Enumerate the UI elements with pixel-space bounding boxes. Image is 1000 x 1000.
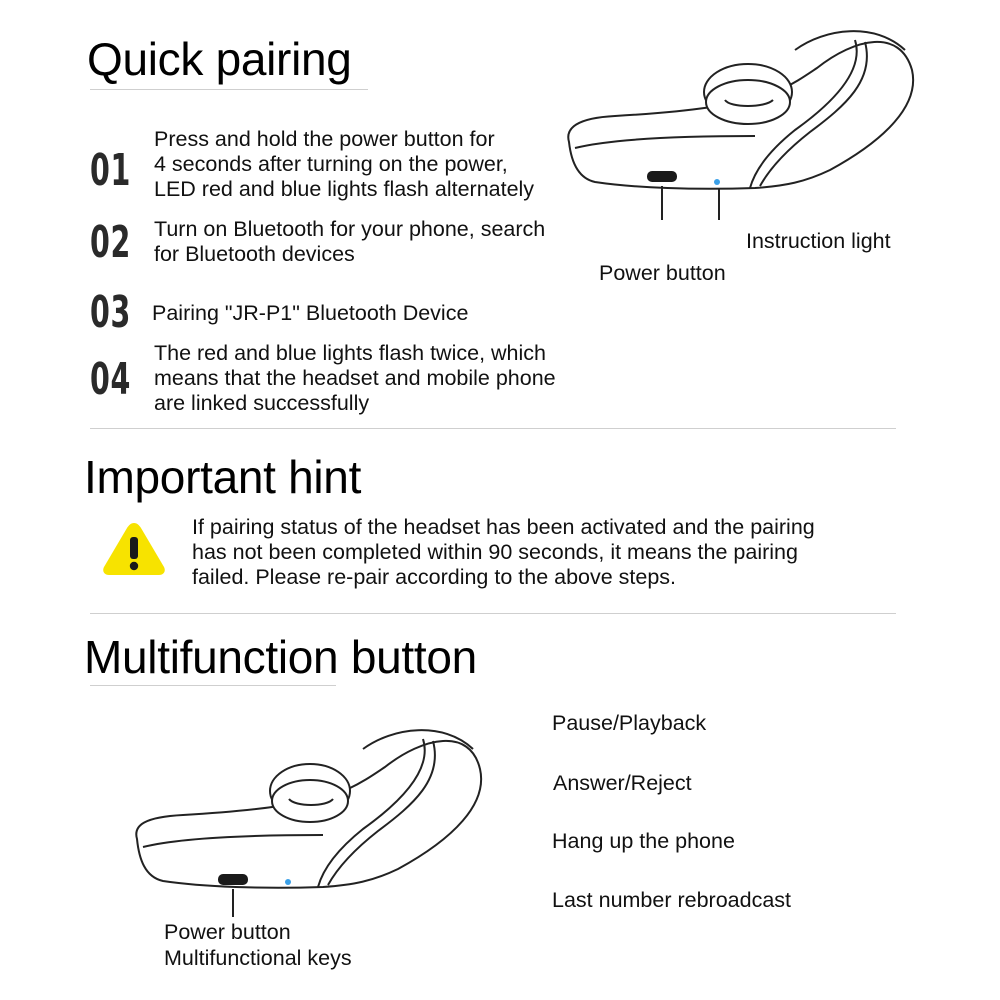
step-text-04: The red and blue lights flash twice, which means that the headset and mobile phone are linked successfully: [154, 341, 556, 415]
step-number-03: 03: [90, 287, 132, 338]
title-underline: [90, 89, 368, 90]
led-indicator-icon: [714, 179, 720, 185]
step-text-02: Turn on Bluetooth for your phone, search for Bluetooth devices: [154, 217, 546, 266]
function-last-number-rebroadcast: Last number rebroadcast: [552, 888, 792, 912]
step-number-02: 02: [90, 217, 132, 268]
function-hang-up: Hang up the phone: [552, 829, 735, 853]
hint-text: If pairing status of the headset has been activated and the pairing has not been completed within 90 seconds, it means the pairing failed. Please re-pair according to the above steps.: [192, 515, 815, 589]
power-button-label: Power button: [599, 261, 726, 285]
multifunction-title: Multifunction button: [84, 631, 477, 683]
instruction-light-label: Instruction light: [746, 229, 891, 253]
step-number-01: 01: [90, 145, 132, 196]
power-button-keys-label: Power button Multifunctional keys: [164, 920, 352, 970]
power-button-icon: [218, 874, 248, 885]
function-pause-playback: Pause/Playback: [552, 711, 707, 735]
step-text-01: Press and hold the power button for 4 seconds after turning on the power, LED red and blue lights flash alternately: [154, 127, 535, 201]
function-answer-reject: Answer/Reject: [553, 771, 692, 795]
headset-diagram-bottom: [125, 705, 495, 920]
title-underline: [90, 685, 336, 686]
step-number-04: 04: [90, 354, 132, 405]
power-button-icon: [647, 171, 677, 182]
section-divider: [90, 613, 896, 614]
warning-triangle-icon: [100, 519, 168, 577]
step-text-03: Pairing "JR-P1" Bluetooth Device: [152, 301, 469, 325]
led-indicator-icon: [285, 879, 291, 885]
important-hint-title: Important hint: [84, 451, 362, 503]
section-divider: [90, 428, 896, 429]
headset-diagram-top: [555, 10, 925, 220]
quick-pairing-title: Quick pairing: [87, 33, 352, 85]
